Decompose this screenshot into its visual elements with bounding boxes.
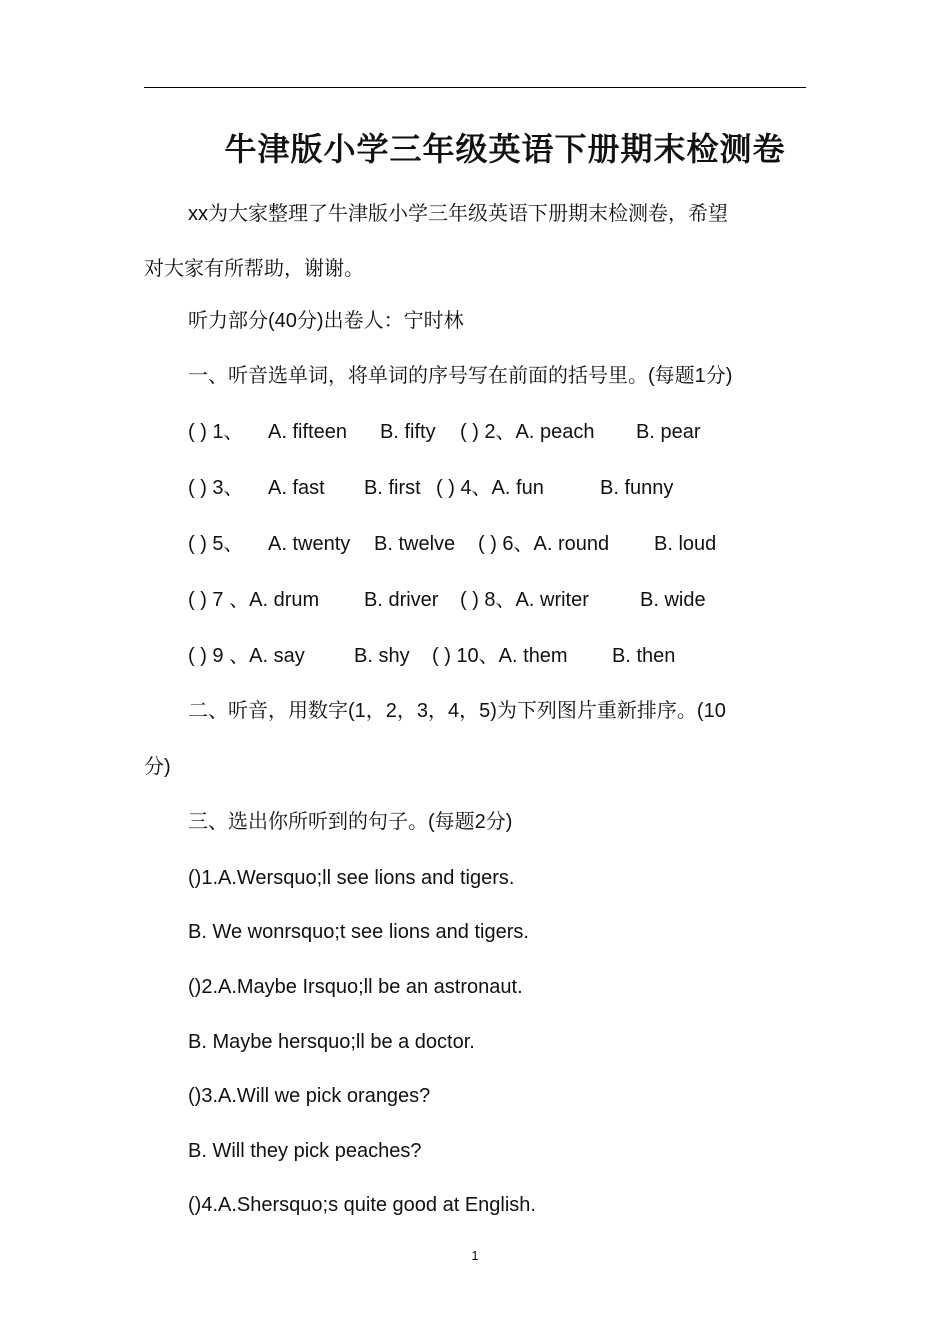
page-number: 1 (471, 1248, 479, 1263)
question-row: ( ) 3、 A. fast B. first ( ) 4、A. fun B. funny (188, 477, 674, 499)
question-row: ( ) 1、 A. fifteen B. fifty ( ) 2、A. peach B. pear (188, 421, 701, 443)
question-row: ( ) 5、 A. twenty B. twelve ( ) 6、A. round B. loud (188, 533, 717, 555)
question-row: ( ) 9 、A. say B. shy ( ) 10、A. them B. then (188, 645, 676, 667)
listening-header: 听力部分(40分)出卷人：宁时林 (188, 310, 464, 332)
list-item: ()2.A.Maybe Irsquo;ll be an astronaut. (188, 976, 523, 998)
list-item: ()3.A.Will we pick oranges? (188, 1085, 431, 1107)
section2-line-2: 分) (144, 756, 171, 778)
list-item: ()1.A.Wersquo;ll see lions and tigers. (188, 867, 515, 889)
list-item: B. Will they pick peaches? (188, 1140, 422, 1162)
document-title: 牛津版小学三年级英语下册期末检测卷 (224, 131, 786, 167)
header-rule (144, 87, 806, 88)
list-item: B. Maybe hersquo;ll be a doctor. (188, 1031, 475, 1053)
section2-line-1: 二、听音，用数字(1，2，3，4，5)为下列图片重新排序。(10 (188, 700, 726, 722)
section3-heading: 三、选出你所听到的句子。(每题2分) (188, 811, 513, 833)
list-item: ()4.A.Shersquo;s quite good at English. (188, 1194, 536, 1216)
question-row: ( ) 7 、A. drum B. driver ( ) 8、A. writer B. wide (188, 589, 706, 611)
list-item: B. We wonrsquo;t see lions and tigers. (188, 921, 529, 943)
intro-line-1: xx为大家整理了牛津版小学三年级英语下册期末检测卷，希望 (188, 203, 728, 225)
intro-line-2: 对大家有所帮助，谢谢。 (144, 258, 364, 280)
section1-heading: 一、听音选单词，将单词的序号写在前面的括号里。(每题1分) (188, 365, 733, 387)
